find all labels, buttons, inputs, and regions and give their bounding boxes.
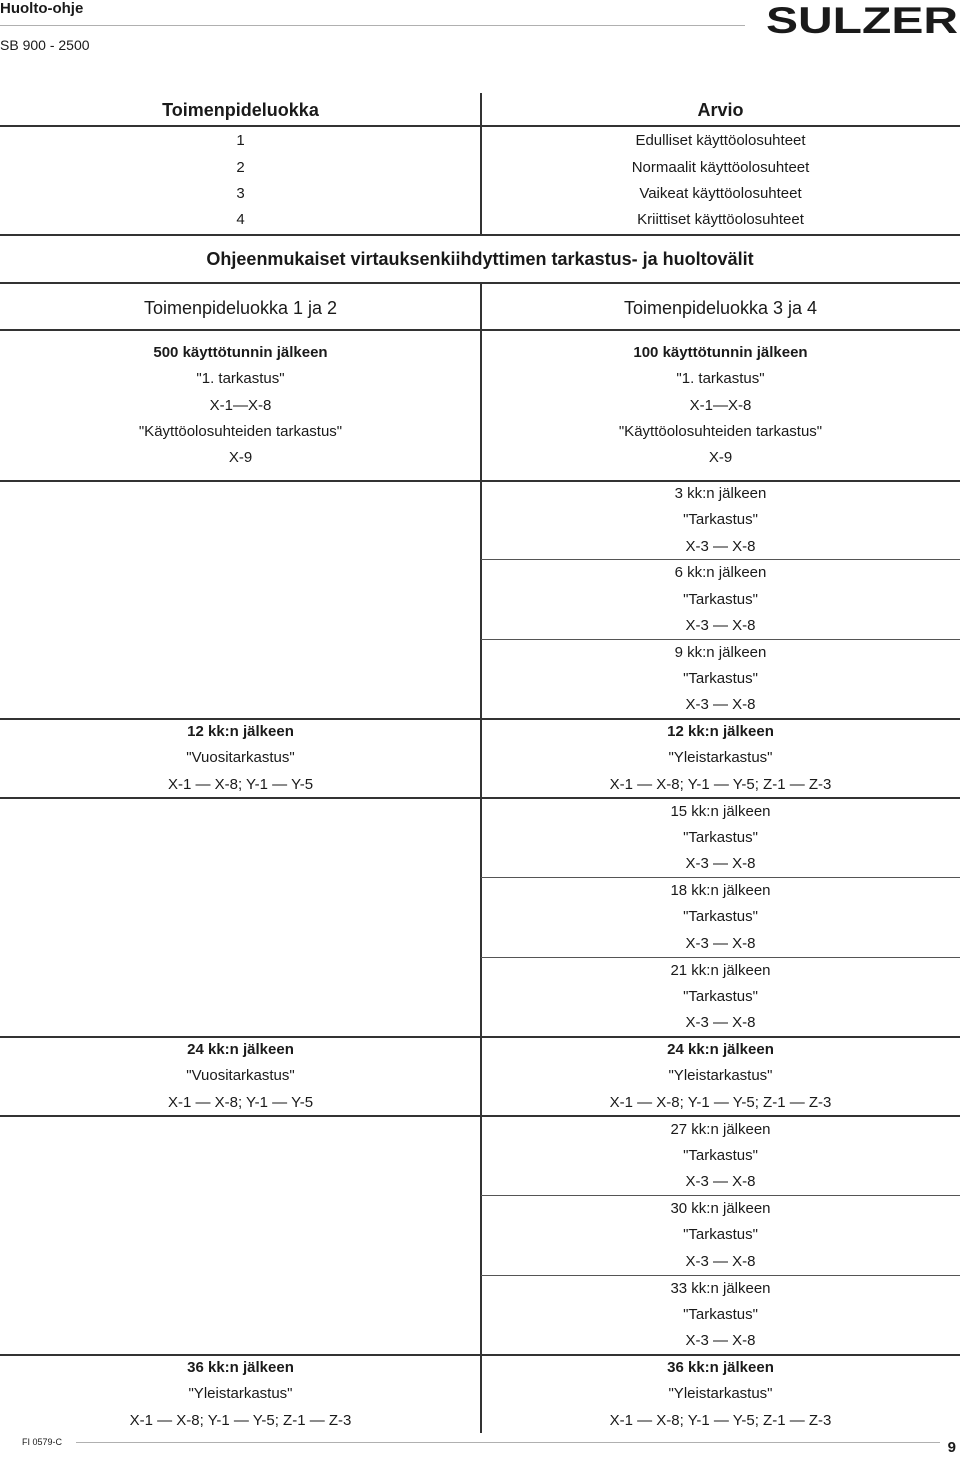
inspection-items: X-3 — X-8 bbox=[685, 855, 756, 872]
right-initial-items: X-1—X-8 bbox=[689, 397, 752, 414]
left-column-header: Toimenpideluokka 1 ja 2 bbox=[143, 298, 338, 318]
inspection-items: X-3 — X-8 bbox=[685, 538, 756, 555]
right-initial-interval: 100 käyttötunnin jälkeen bbox=[633, 344, 808, 361]
left-conditions-check: "Käyttöolosuhteiden tarkastus" bbox=[138, 423, 343, 440]
left-inspection-name: "Vuositarkastus" bbox=[186, 1067, 295, 1084]
inspection-name: "Tarkastus" bbox=[683, 1226, 758, 1243]
left-inspection-items: X-1 — X-8; Y-1 — Y-5 bbox=[167, 1094, 314, 1111]
inspection-items: X-3 — X-8 bbox=[685, 1253, 756, 1270]
interval-label: 9 kk:n jälkeen bbox=[674, 644, 767, 661]
right-conditions-items: X-9 bbox=[708, 449, 733, 466]
left-inspection-name: "Yleistarkastus" bbox=[188, 1385, 293, 1402]
class-number: 3 bbox=[236, 185, 245, 202]
class-description: Vaikeat käyttöolosuhteet bbox=[639, 185, 802, 202]
interval-label: 33 kk:n jälkeen bbox=[670, 1280, 771, 1297]
interval-label: 15 kk:n jälkeen bbox=[670, 803, 771, 820]
left-conditions-items: X-9 bbox=[228, 449, 253, 466]
document-title: Huolto-ohje bbox=[0, 0, 84, 17]
right-interval-label: 36 kk:n jälkeen bbox=[667, 1359, 774, 1376]
right-interval-label: 24 kk:n jälkeen bbox=[667, 1041, 774, 1058]
class-description: Normaalit käyttöolosuhteet bbox=[631, 159, 810, 176]
class-table-header-rule bbox=[0, 125, 960, 127]
class-table-row bbox=[0, 155, 960, 181]
inspection-items: X-3 — X-8 bbox=[685, 617, 756, 634]
interval-label: 18 kk:n jälkeen bbox=[670, 882, 771, 899]
rating-column-header: Arvio bbox=[697, 100, 744, 120]
left-initial-name: "1. tarkastus" bbox=[196, 370, 285, 387]
class-description: Kriittiset käyttöolosuhteet bbox=[637, 211, 804, 228]
inspection-items: X-3 — X-8 bbox=[685, 935, 756, 952]
interval-label: 30 kk:n jälkeen bbox=[670, 1200, 771, 1217]
inspection-name: "Tarkastus" bbox=[683, 988, 758, 1005]
document-code: FI 0579-C bbox=[22, 1437, 63, 1447]
inspection-items: X-3 — X-8 bbox=[685, 696, 756, 713]
right-inspection-items: X-1 — X-8; Y-1 — Y-5; Z-1 — Z-3 bbox=[609, 776, 832, 793]
inspection-name: "Tarkastus" bbox=[683, 1147, 758, 1164]
interval-label: 21 kk:n jälkeen bbox=[670, 962, 771, 979]
right-inspection-name: "Yleistarkastus" bbox=[668, 749, 773, 766]
left-inspection-name: "Vuositarkastus" bbox=[186, 749, 295, 766]
left-interval-label: 24 kk:n jälkeen bbox=[187, 1041, 294, 1058]
left-inspection-items: X-1 — X-8; Y-1 — Y-5 bbox=[167, 776, 314, 793]
right-interval-label: 12 kk:n jälkeen bbox=[667, 723, 774, 740]
interval-label: 6 kk:n jälkeen bbox=[674, 564, 767, 581]
inspection-items: X-3 — X-8 bbox=[685, 1332, 756, 1349]
class-number: 2 bbox=[236, 159, 245, 176]
interval-label: 27 kk:n jälkeen bbox=[670, 1121, 771, 1138]
inspection-items: X-3 — X-8 bbox=[685, 1173, 756, 1190]
class-column-header: Toimenpideluokka bbox=[162, 100, 319, 120]
class-number: 1 bbox=[236, 132, 245, 149]
inspection-name: "Tarkastus" bbox=[683, 591, 758, 608]
inspection-name: "Tarkastus" bbox=[683, 670, 758, 687]
page-number: 9 bbox=[947, 1439, 956, 1456]
class-description: Edulliset käyttöolosuhteet bbox=[635, 132, 806, 149]
header-rule bbox=[0, 25, 745, 26]
inspection-name: "Tarkastus" bbox=[683, 1306, 758, 1323]
right-initial-name: "1. tarkastus" bbox=[676, 370, 765, 387]
inspection-name: "Tarkastus" bbox=[683, 908, 758, 925]
schedule-header-rule bbox=[0, 329, 960, 331]
schedule-title: Ohjeenmukaiset virtauksenkiihdyttimen tarkastus- ja huoltovälit bbox=[206, 249, 754, 269]
right-inspection-items: X-1 — X-8; Y-1 — Y-5; Z-1 — Z-3 bbox=[609, 1412, 832, 1429]
class-table-row bbox=[0, 207, 960, 233]
left-initial-interval: 500 käyttötunnin jälkeen bbox=[153, 344, 328, 361]
footer-rule bbox=[76, 1442, 940, 1443]
right-inspection-name: "Yleistarkastus" bbox=[668, 1067, 773, 1084]
class-table-row bbox=[0, 181, 960, 207]
right-inspection-name: "Yleistarkastus" bbox=[668, 1385, 773, 1402]
inspection-name: "Tarkastus" bbox=[683, 511, 758, 528]
left-initial-items: X-1—X-8 bbox=[209, 397, 272, 414]
left-interval-label: 36 kk:n jälkeen bbox=[187, 1359, 294, 1376]
inspection-items: X-3 — X-8 bbox=[685, 1014, 756, 1031]
sulzer-logo bbox=[762, 0, 958, 42]
right-inspection-items: X-1 — X-8; Y-1 — Y-5; Z-1 — Z-3 bbox=[609, 1094, 832, 1111]
class-number: 4 bbox=[236, 211, 245, 228]
left-inspection-items: X-1 — X-8; Y-1 — Y-5; Z-1 — Z-3 bbox=[129, 1412, 352, 1429]
left-interval-label: 12 kk:n jälkeen bbox=[187, 723, 294, 740]
right-column-header: Toimenpideluokka 3 ja 4 bbox=[623, 298, 818, 318]
inspection-name: "Tarkastus" bbox=[683, 829, 758, 846]
interval-label: 3 kk:n jälkeen bbox=[674, 485, 767, 502]
right-conditions-check: "Käyttöolosuhteiden tarkastus" bbox=[618, 423, 823, 440]
class-table-bottom-rule bbox=[0, 234, 960, 236]
svg-text:SULZER: SULZER bbox=[766, 0, 958, 41]
class-table-row bbox=[0, 128, 960, 154]
document-model: SB 900 - 2500 bbox=[0, 37, 90, 53]
